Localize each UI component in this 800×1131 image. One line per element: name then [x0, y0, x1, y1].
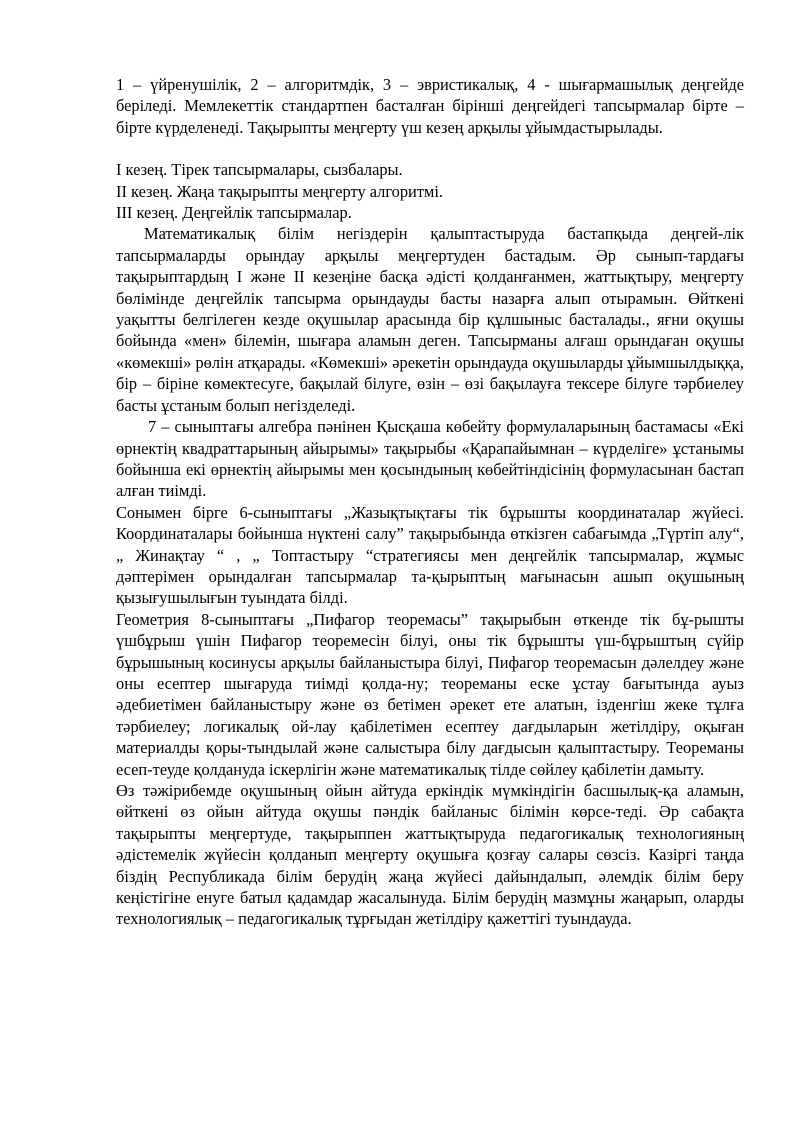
paragraph-coordinates: Сонымен бірге 6-сыныптағы „Жазықтықтағы тік бұрышты координаталар жүйесі. Координаталары бойынша нүктені салу” тақырыбында өткізген сабағымда „Түртіп алу“, „ Жинақтау “ , „ Топтастыру “стратегиясы мен деңгейлік тапсырмалар, жұмыс дәптерімен орындалған тапсырмалар та-қырыптың мағынасын ашып оқушының қызығушылығын туындата білді. — [116, 502, 744, 608]
paragraph-geometry: Геометрия 8-сыныптағы „Пифагор теоремасы” тақырыбын өткенде тік бұ-рышты үшбұрыш үшін Пифагор теоремесін білуі, оны тік бұрышты үш-бұрыштың сүйір бұрышының косинусы арқылы байланыстыра білуі, Пифагор теоремасын дәлелдеу және оны есептер шығаруда тиімді қолда-ну; теореманы еске ұстау бағытында ауыз әдебиетімен байланыстыру және өз бетімен әрекет ете алатын, ізденгіш жеке тұлға тәрбиелеу; логикалық ой-лау қабілетімен есептеу дағдыларын жетілдіру, оқыған материалды қоры-тындылай және салыстыра білу дағдысын қалыптастыру. Теореманы есеп-теуде қолдануда іскерлігін және математикалық тілде сөйлеу қабілетін дамыту. — [116, 609, 744, 779]
paragraph-methods: Математикалық білім негіздерін қалыптастыруда бастапқыда деңгей-лік тапсырмаларды орындау арқылы меңгертуден бастадым. Әр сынып-тардағы тақырыптардың I және II кезеңіне басқа әдісті қолданғанмен, жаттықтыру, меңгерту бөлімінде деңгейлік тапсырма орындауды басты назарға алып отырамын. Өйткені уақытты белгілеген кезде оқушылар арасында бір құлшыныс басталады., яғни оқушы бойында «мен» білемін, шығара аламын деген. Тапсырманы алғаш орындаған оқушы «көмекші» рөлін атқарады. «Көмекші» әрекетін орындауда оқушыларды ұйымшылдыққа, бір – біріне көмектесуге, бақылай білуге, өзін – өзі бақылауға тексере білуге тәрбиелеу басты ұстаным болып негізделеді. — [116, 224, 744, 415]
document-page — [116, 74, 744, 930]
stage-list — [116, 159, 744, 223]
intro-paragraph: 1 – үйренушілік, 2 – алгоритмдік, 3 – эвристикалық, 4 - шығармашылық деңгейде беріледі. Мемлекеттік стандартпен басталған бірінші деңгейдегі тапсырмалар бірте – бірте күрделенеді. Тақырыпты меңгерту үш кезең арқылы ұйымдастырылады. — [116, 75, 744, 137]
paragraph-experience: Өз тәжірибемде оқушының ойын айтуда еркіндік мүмкіндігін басшылық-қа аламын, өйткені өз ойын айтуда оқушы пәндік байланыс білімін көрсе-теді. Әр сабақта тақырыпты меңгертуде, тақырыппен жаттықтыруда педагогикалық технологияның әдістемелік жүйесін қолданып меңгерту оқушыға қозғау салары сөзсіз. Казіргі таңда біздің Республикада білім берудің жаңа жүйесі дайындалып, әлемдік білім беру кеңістігіне енуге батыл қадамдар жасалынуда. Білім берудің мазмұны жаңарып, оларды технологиялық – педагогикалық тұрғыдан жетілдіру қажеттігі туындауда. — [116, 781, 744, 929]
paragraph-algebra: 7 – сыныптағы алгебра пәнінен Қысқаша көбейту формулаларының бастамасы «Екі өрнектің квадраттарының айырымы» тақырыбы «Қарапайымнан – күрделіге» ұстанымы бойынша екі өрнектің айырымы мен қосындының көбейтіндісінің формуласынан бастап алған тиімді. — [116, 417, 744, 501]
stage-item-2: II кезең. Жаңа тақырыпты меңгерту алгоритмі. — [116, 181, 444, 201]
stage-item-3: III кезең. Деңгейлік тапсырмалар. — [116, 203, 352, 223]
stage-item-1: I кезең. Тірек тапсырмалары, сызбалары. — [116, 160, 403, 180]
paragraph-gap — [116, 138, 744, 159]
